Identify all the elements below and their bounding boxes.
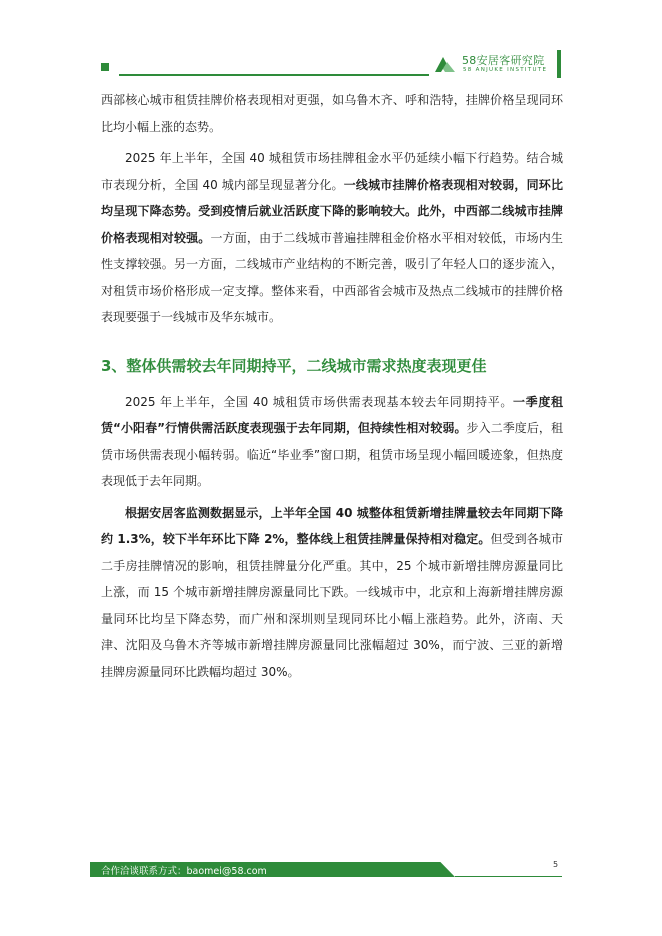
paragraph-2-text-a: 2025 年上半年，全国 40 城租赁市场挂牌租金水平仍延续小幅下行趋势。结合城市表现分析，全国 40 城内部呈现显著分化。 bbox=[101, 151, 563, 192]
paragraph-4 bbox=[101, 500, 563, 686]
paragraph-4-bold: 根据安居客监测数据显示，上半年全国 40 城整体租赁新增挂牌量较去年同期下降约 1.3%，较下半年环比下降 2%，整体线上租赁挂牌量保持相对稳定。 bbox=[101, 505, 563, 546]
brand-logo bbox=[433, 50, 563, 80]
paragraph-2-text-c: 一方面，由于二线城市普遍挂牌租金价格水平相对较低，市场内生性支撑较强。另一方面，二线城市产业结构的不断完善，吸引了年轻人口的逐步流入，对租赁市场价格形成一定支撑。整体来看，中西部省会城市及热点二线城市的挂牌价格表现要强于一线城市及华东城市。 bbox=[101, 230, 563, 324]
house-logo-icon bbox=[433, 54, 457, 74]
footer-divider-line bbox=[455, 876, 562, 877]
page-number: 5 bbox=[553, 860, 559, 869]
brand-subtitle: 58 ANJUKE INSTITUTE bbox=[463, 67, 548, 73]
report-body bbox=[101, 87, 563, 685]
paragraph-3-text-c: 步入二季度后，租赁市场供需表现小幅转弱。临近“毕业季”窗口期，租赁市场呈现小幅回暖迹象，但热度表现低于去年同期。 bbox=[101, 421, 563, 488]
paragraph-2-bold: 一线城市挂牌价格表现相对较弱，同环比均呈现下降态势。受到疫情后就业活跃度下降的影响较大。此外，中西部二线城市挂牌价格表现相对较强。 bbox=[101, 177, 563, 245]
paragraph-3 bbox=[101, 389, 563, 495]
paragraph-1 bbox=[101, 87, 563, 140]
brand-name: 58安居客研究院 bbox=[462, 54, 545, 67]
section-heading-3: 3、整体供需较去年同期持平，二线城市需求热度表现更佳 bbox=[101, 356, 487, 375]
paragraph-4-text-b: 但受到各城市二手房挂牌情况的影响，租赁挂牌量分化严重。其中，25 个城市新增挂牌房源量同比上涨，而 15 个城市新增挂牌房源量同比下跌。一线城市中，北京和上海新增挂牌房源量同环比均呈下降态势，而广州和深圳则呈现同环比小幅上涨趋势。此外，济南、天津、沈阳及乌鲁木齐等城市新增挂牌房源量同比涨幅超过 30%，而宁波、三亚的新增挂牌房源量同环比跌幅均超过 30%。 bbox=[101, 532, 563, 679]
paragraph-3-bold: 一季度租赁“小阳春”行情供需活跃度表现强于去年同期，但持续性相对较弱。 bbox=[101, 394, 563, 435]
footer-contact: 合作洽谈联系方式：baomei@58.com bbox=[101, 866, 267, 877]
paragraph-1-text: 西部核心城市租赁挂牌价格表现相对更强，如乌鲁木齐、呼和浩特，挂牌价格呈现同环比均小幅上涨的态势。 bbox=[101, 93, 563, 134]
paragraph-3-text-a: 2025 年上半年，全国 40 城租赁市场供需表现基本较去年同期持平。 bbox=[125, 394, 514, 409]
brand-vertical-bar bbox=[557, 50, 561, 78]
paragraph-2 bbox=[101, 145, 563, 331]
header-divider-line bbox=[119, 74, 429, 76]
header-square-marker bbox=[101, 63, 109, 71]
